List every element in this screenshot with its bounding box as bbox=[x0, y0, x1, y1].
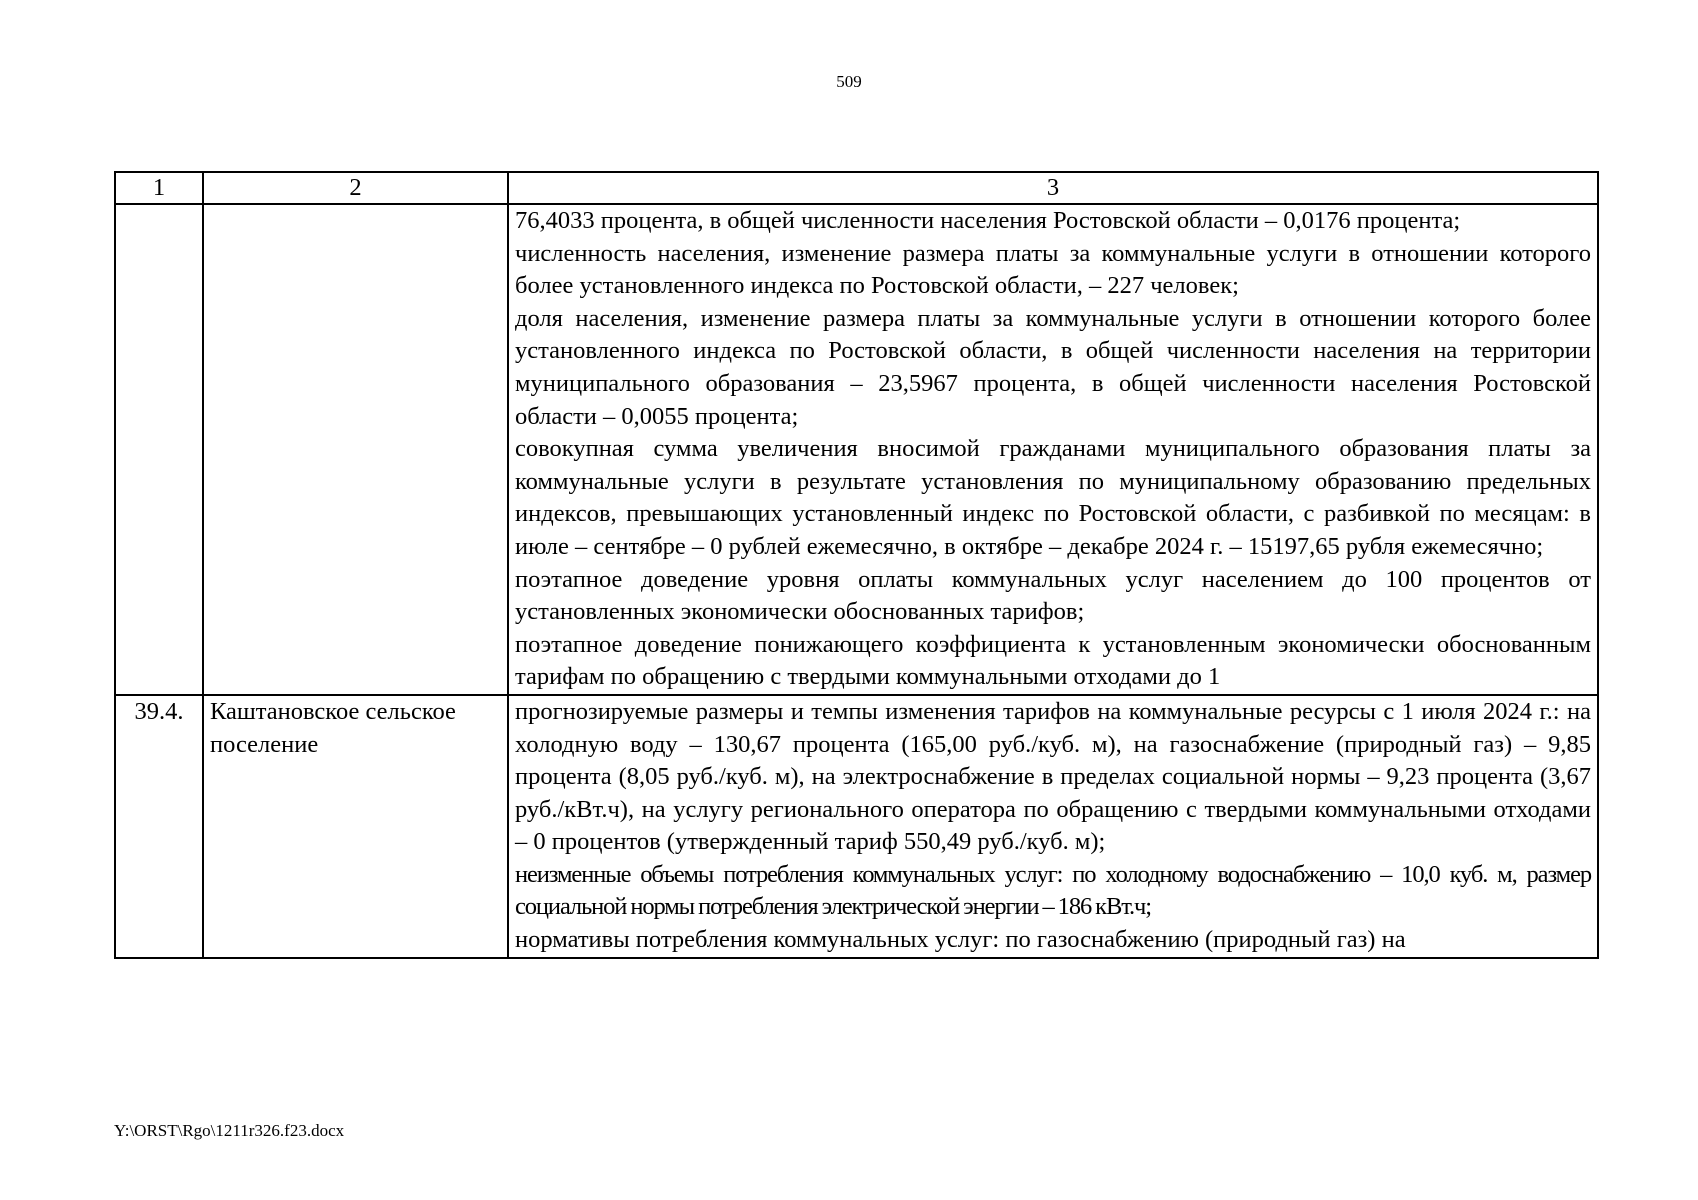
table-row-39-4 bbox=[115, 695, 1598, 958]
row-number-cell: 39.4. bbox=[115, 695, 203, 958]
paragraph: численность населения, изменение размера платы за коммунальные услуги в отношении которого более установленного индекса по Ростовской области, – 227 человек; bbox=[515, 239, 1591, 300]
row-content-cell bbox=[508, 695, 1598, 958]
paragraph: поэтапное доведение уровня оплаты коммунальных услуг населением до 100 процентов от установленных экономически обоснованных тарифов; bbox=[515, 565, 1591, 626]
header-col-2: 2 bbox=[203, 172, 508, 204]
table-row-continuation bbox=[115, 204, 1598, 695]
row-name-cell bbox=[203, 204, 508, 695]
row-name-cell: Каштановское сельское поселение bbox=[203, 695, 508, 958]
paragraph: неизменные объемы потребления коммунальных услуг: по холодному водоснабжению – 10,0 куб. м, размер социальной нормы потребления электрической энергии – 186 кВт.ч; bbox=[515, 860, 1591, 921]
header-col-1: 1 bbox=[115, 172, 203, 204]
page-number: 509 bbox=[836, 72, 862, 91]
paragraph: совокупная сумма увеличения вносимой гражданами муниципального образования платы за коммунальные услуги в результате установления по муниципальному образованию предельных индексов, превышающих установленный индекс по Ростовской области, с разбивкой по месяцам: в июле – сентябре – 0 рублей ежемесячно, в октябре – декабре 2024 г. – 15197,65 рубля ежемесячно; bbox=[515, 435, 1591, 560]
row-number-cell bbox=[115, 204, 203, 695]
file-path-footer: Y:\ORST\Rgo\1211r326.f23.docx bbox=[114, 1121, 345, 1140]
paragraph: прогнозируемые размеры и темпы изменения тарифов на коммунальные ресурсы с 1 июля 2024 г.: на холодную воду – 130,67 процента (165,00 руб./куб. м), на газоснабжение (природный газ) – 9,85 процента (8,05 руб./куб. м), на электроснабжение в пределах социальной нормы – 9,23 процента (3,67 руб./кВт.ч), на услугу регионального оператора по обращению с твердыми коммунальными отходами – 0 процентов (утвержденный тариф 550,49 руб./куб. м); bbox=[515, 697, 1591, 856]
paragraph: 76,4033 процента, в общей численности населения Ростовской области – 0,0176 процента; bbox=[515, 207, 1461, 234]
table-header-row bbox=[115, 172, 1598, 204]
header-col-3: 3 bbox=[508, 172, 1598, 204]
row-content-cell bbox=[508, 204, 1598, 695]
document-table bbox=[114, 171, 1599, 959]
paragraph: нормативы потребления коммунальных услуг: по газоснабжению (природный газ) на bbox=[515, 926, 1406, 954]
paragraph: доля населения, изменение размера платы за коммунальные услуги в отношении которого более установленного индекса по Ростовской области, в общей численности населения на территории муниципального образования – 23,5967 процента, в общей численности населения Ростовской области – 0,0055 процента; bbox=[515, 304, 1591, 430]
paragraph: поэтапное доведение понижающего коэффициента к установленным экономически обоснованным тарифам по обращению с твердыми коммунальными отходами до 1 bbox=[515, 630, 1591, 691]
